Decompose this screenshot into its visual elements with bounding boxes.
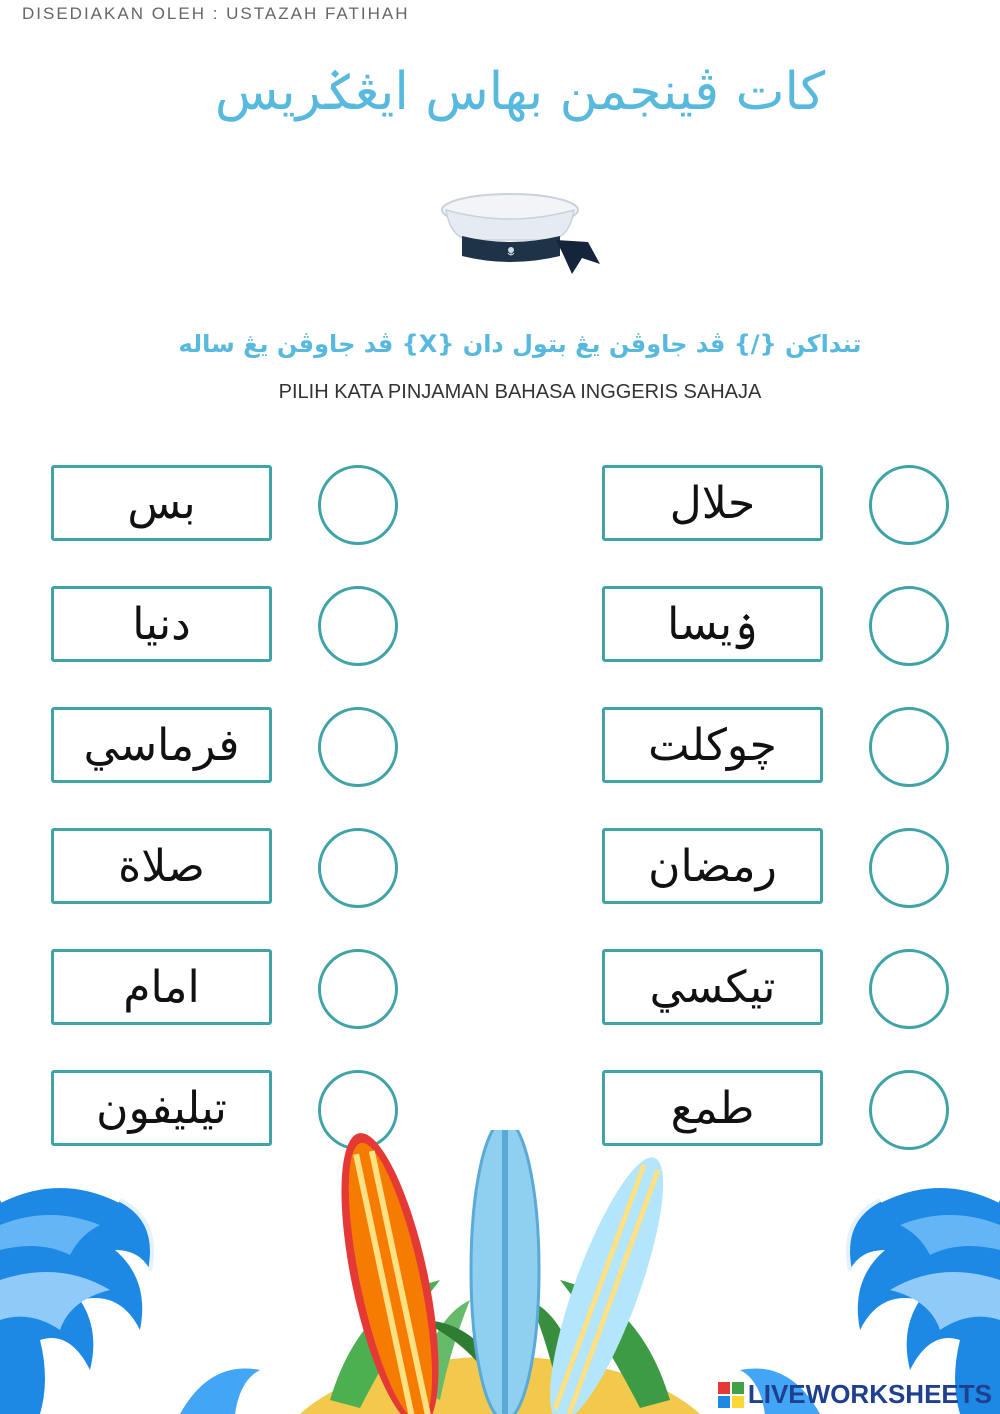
wave-left bbox=[0, 1185, 260, 1414]
answer-circle-left-1[interactable] bbox=[318, 465, 398, 545]
word-box-left-4: صلاة bbox=[51, 828, 272, 904]
instruction-rumi: PILIH KATA PINJAMAN BAHASA INGGERIS SAHAJA bbox=[278, 381, 762, 403]
answer-circle-right-3[interactable] bbox=[869, 707, 949, 787]
word-box-right-4: رمضان bbox=[602, 828, 823, 904]
surfboard-blue bbox=[471, 1130, 539, 1414]
beach-scene-illustration bbox=[0, 1130, 1000, 1414]
word-box-left-1: بس bbox=[51, 465, 272, 541]
answer-circle-right-5[interactable] bbox=[869, 949, 949, 1029]
brand-name: LIVEWORKSHEETS bbox=[747, 1379, 992, 1409]
word-box-right-5: تيکسي bbox=[602, 949, 823, 1025]
answer-circle-right-1[interactable] bbox=[869, 465, 949, 545]
word-box-left-3: فرماسي bbox=[51, 707, 272, 783]
answer-circle-right-4[interactable] bbox=[869, 828, 949, 908]
answer-circle-left-2[interactable] bbox=[318, 586, 398, 666]
word-box-right-2: ۏيسا bbox=[602, 586, 823, 662]
prepared-by: DISEDIAKAN OLEH : USTAZAH FATIHAH bbox=[22, 4, 410, 23]
answer-circle-left-5[interactable] bbox=[318, 949, 398, 1029]
word-box-right-3: چوکلت bbox=[602, 707, 823, 783]
word-box-left-5: امام bbox=[51, 949, 272, 1025]
instruction-jawi: تنداکن {/} ڤد جاوڤن يڠ بتول دان {X} ڤد جاوڤن يڠ ساله bbox=[178, 330, 862, 358]
page-title: كات ڤينجمن بهاس ايڠݢريس bbox=[214, 62, 826, 122]
word-box-right-6: طمع bbox=[602, 1070, 823, 1146]
word-box-left-2: دنيا bbox=[51, 586, 272, 662]
sailor-hat-icon bbox=[438, 190, 604, 280]
liveworksheets-logo-icon bbox=[718, 1382, 744, 1408]
liveworksheets-brand bbox=[718, 1379, 992, 1410]
word-box-left-6: تيليفون bbox=[51, 1070, 272, 1146]
answer-circle-right-2[interactable] bbox=[869, 586, 949, 666]
word-box-right-1: حلال bbox=[602, 465, 823, 541]
answer-circle-left-3[interactable] bbox=[318, 707, 398, 787]
answer-circle-left-4[interactable] bbox=[318, 828, 398, 908]
